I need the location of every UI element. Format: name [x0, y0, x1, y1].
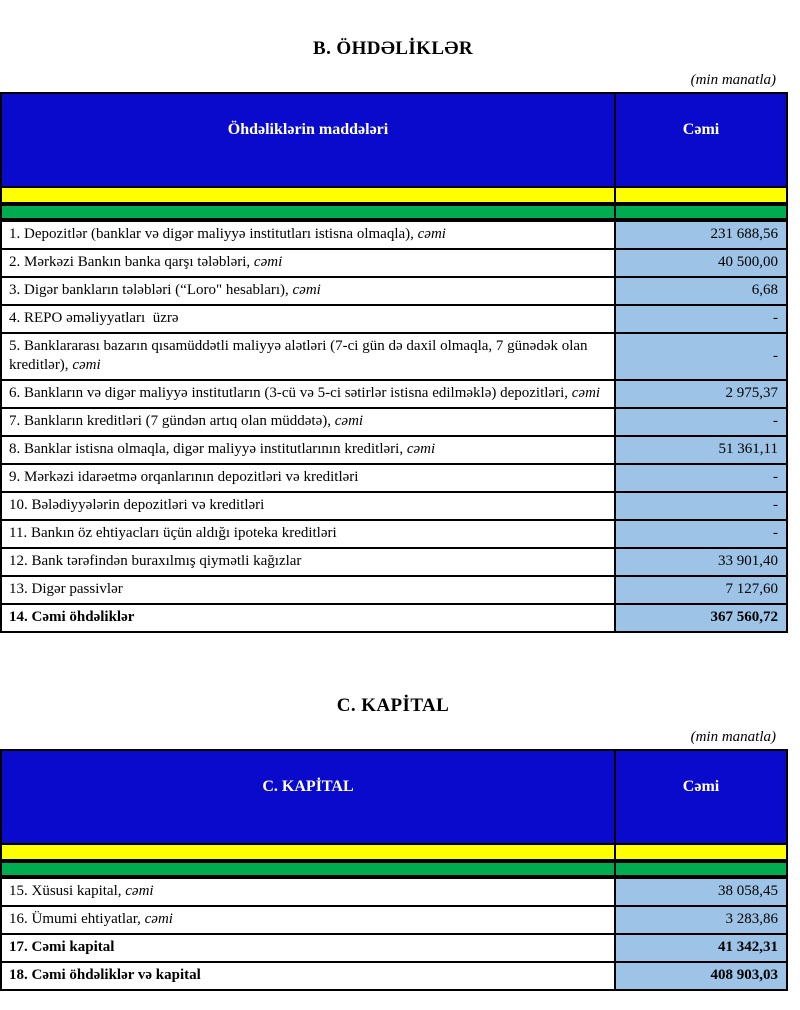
table-header-row — [1, 93, 787, 187]
section-capital — [0, 633, 800, 991]
table-row — [1, 221, 787, 249]
unit-note: (min manatla) — [690, 729, 776, 745]
stripe-cell — [1, 187, 615, 203]
row-value: - — [615, 305, 787, 333]
row-value: - — [615, 464, 787, 492]
row-label: 8. Banklar istisna olmaqla, digər maliyyə institutlarının kreditləri, cəmi — [1, 436, 615, 464]
stripe-row-yellow — [1, 187, 787, 203]
stripe-cell — [1, 844, 615, 860]
row-value: 2 975,37 — [615, 380, 787, 408]
table-row — [1, 878, 787, 906]
row-value: - — [615, 408, 787, 436]
liabilities-table — [0, 92, 788, 633]
stripe-row-yellow — [1, 844, 787, 860]
stripe-cell — [1, 862, 615, 876]
stripe-cell — [1, 205, 615, 219]
row-value: 40 500,00 — [615, 249, 787, 277]
row-label: 2. Mərkəzi Bankın banka qarşı tələbləri, cəmi — [1, 249, 615, 277]
unit-note: (min manatla) — [690, 72, 776, 88]
stripe-cell — [615, 862, 787, 876]
table-row — [1, 906, 787, 934]
table-row — [1, 604, 787, 632]
row-value: 33 901,40 — [615, 548, 787, 576]
row-label: 17. Cəmi kapital — [1, 934, 615, 962]
row-value: 51 361,11 — [615, 436, 787, 464]
stripe-row-green — [1, 862, 787, 876]
table-row — [1, 380, 787, 408]
table-row — [1, 520, 787, 548]
section-title: B. ÖHDƏLİKLƏR — [313, 38, 473, 59]
row-label: 7. Bankların kreditləri (7 gündən artıq olan müddətə), cəmi — [1, 408, 615, 436]
row-value: 231 688,56 — [615, 221, 787, 249]
column-header-total: Cəmi — [615, 750, 787, 844]
stripe-cell — [615, 187, 787, 203]
capital-table — [0, 749, 788, 991]
row-label: 14. Cəmi öhdəliklər — [1, 604, 615, 632]
table-row — [1, 305, 787, 333]
table-row — [1, 249, 787, 277]
section-title: C. KAPİTAL — [336, 695, 450, 716]
row-value: - — [615, 333, 787, 380]
table-row — [1, 492, 787, 520]
table-row — [1, 548, 787, 576]
row-label: 11. Bankın öz ehtiyacları üçün aldığı ipoteka kreditləri — [1, 520, 615, 548]
table-row — [1, 277, 787, 305]
row-value: 38 058,45 — [615, 878, 787, 906]
row-value: 41 342,31 — [615, 934, 787, 962]
table-row — [1, 934, 787, 962]
row-value: - — [615, 520, 787, 548]
stripe-row-green — [1, 205, 787, 219]
row-value: 367 560,72 — [615, 604, 787, 632]
column-header-items: C. KAPİTAL — [1, 750, 615, 844]
row-value: 408 903,03 — [615, 962, 787, 990]
table-row — [1, 333, 787, 380]
row-label: 16. Ümumi ehtiyatlar, cəmi — [1, 906, 615, 934]
column-header-total: Cəmi — [615, 93, 787, 187]
column-header-items: Öhdəliklərin maddələri — [1, 93, 615, 187]
row-label: 6. Bankların və digər maliyyə institutların (3-cü və 5-ci sətirlər istisna edilməklə) depozitləri, cəmi — [1, 380, 615, 408]
row-label: 5. Banklararası bazarın qısamüddətli maliyyə alətləri (7-ci gün də daxil olmaqla, 7 günədək olan kreditlər), cəmi — [1, 333, 615, 380]
row-label: 10. Bələdiyyələrin depozitləri və kreditləri — [1, 492, 615, 520]
row-value: - — [615, 492, 787, 520]
row-value: 7 127,60 — [615, 576, 787, 604]
row-value: 3 283,86 — [615, 906, 787, 934]
stripe-cell — [615, 844, 787, 860]
table-row — [1, 436, 787, 464]
table-row — [1, 408, 787, 436]
row-value: 6,68 — [615, 277, 787, 305]
row-label: 18. Cəmi öhdəliklər və kapital — [1, 962, 615, 990]
table-row — [1, 464, 787, 492]
row-label: 4. REPO əməliyyatları üzrə — [1, 305, 615, 333]
row-label: 12. Bank tərəfindən buraxılmış qiymətli kağızlar — [1, 548, 615, 576]
row-label: 3. Digər bankların tələbləri (“Loro" hesabları), cəmi — [1, 277, 615, 305]
row-label: 15. Xüsusi kapital, cəmi — [1, 878, 615, 906]
table-row — [1, 962, 787, 990]
row-label: 9. Mərkəzi idarəetmə orqanlarının depozitləri və kreditləri — [1, 464, 615, 492]
row-label: 13. Digər passivlər — [1, 576, 615, 604]
stripe-cell — [615, 205, 787, 219]
table-header-row — [1, 750, 787, 844]
row-label: 1. Depozitlər (banklar və digər maliyyə institutları istisna olmaqla), cəmi — [1, 221, 615, 249]
table-row — [1, 576, 787, 604]
